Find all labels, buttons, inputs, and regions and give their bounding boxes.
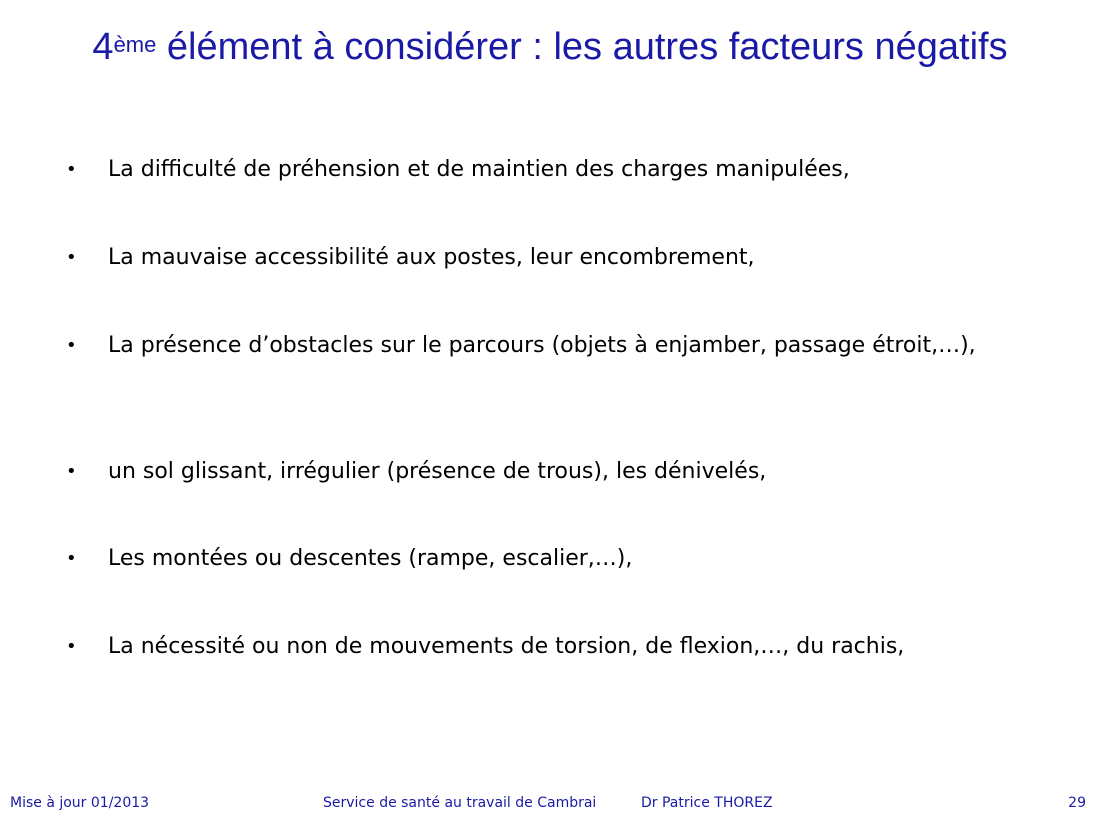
bullet-text: La difficulté de préhension et de maintien des charges manipulées, — [108, 157, 850, 182]
title-superscript: ème — [113, 32, 157, 57]
bullet-text: La mauvaise accessibilité aux postes, leur encombrement, — [108, 245, 755, 270]
footer-date: Mise à jour 01/2013 — [10, 795, 150, 811]
bullet-dot-icon: • — [66, 548, 77, 569]
bullet-item — [62, 238, 1034, 278]
bullet-item — [62, 150, 1034, 190]
title-prefix: 4 — [92, 26, 114, 68]
bullet-item — [62, 326, 1034, 366]
bullet-text: La nécessité ou non de mouvements de torsion, de flexion,…, du rachis, — [108, 634, 905, 659]
bullet-dot-icon: • — [66, 247, 77, 268]
title-rest: élément à considérer : les autres facteurs négatifs — [156, 26, 1008, 68]
slide-title — [0, 22, 1100, 72]
bullet-dot-icon: • — [66, 636, 77, 657]
bullet-item — [62, 452, 1034, 492]
slide-footer — [0, 792, 1100, 816]
page-number: 29 — [1068, 795, 1086, 811]
footer-author: Dr Patrice THOREZ — [641, 795, 773, 811]
bullet-text: un sol glissant, irrégulier (présence de trous), les dénivelés, — [108, 459, 767, 484]
bullet-text: Les montées ou descentes (rampe, escalier,…), — [108, 546, 633, 571]
bullet-dot-icon: • — [66, 159, 77, 180]
bullet-text: La présence d’obstacles sur le parcours (objets à enjamber, passage étroit,…), — [108, 333, 976, 358]
bullet-dot-icon: • — [66, 461, 77, 482]
bullet-dot-icon: • — [66, 335, 77, 356]
footer-service: Service de santé au travail de Cambrai — [323, 795, 597, 811]
bullet-item — [62, 539, 1034, 579]
bullet-item — [62, 627, 1034, 667]
